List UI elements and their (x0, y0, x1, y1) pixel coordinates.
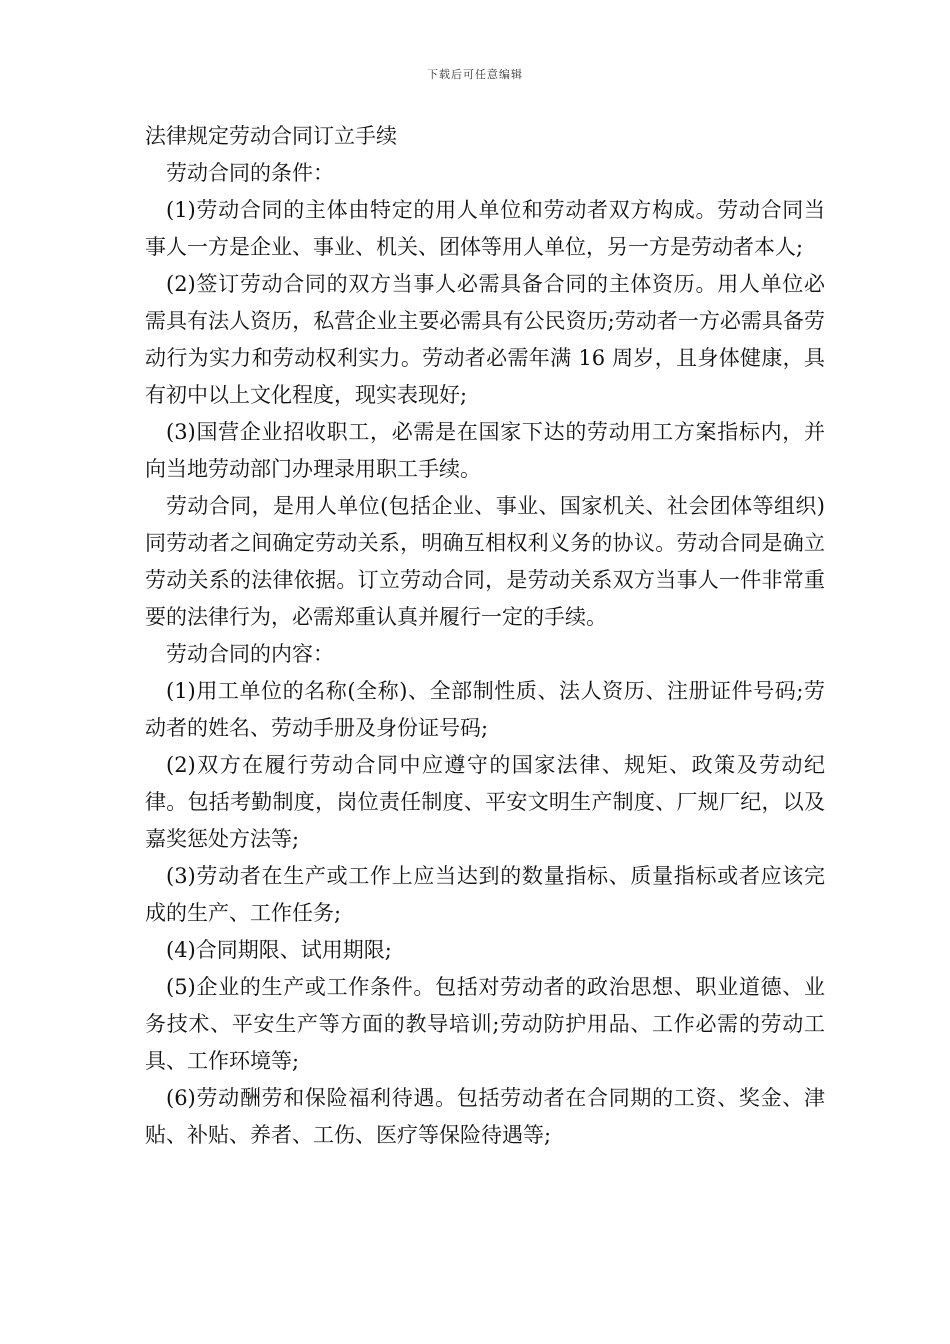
paragraph-definition: 劳动合同，是用人单位(包括企业、事业、国家机关、社会团体等组织)同劳动者之间确定劳动关系，明确互相权利义务的协议。劳动合同是确立劳动关系的法律依据。订立劳动合同，是劳动关系双方当事人一件非常重要的法律行为，必需郑重认真并履行一定的手续。 (145, 494, 825, 629)
paragraph-contents-heading: 劳动合同的内容： (166, 642, 334, 666)
paragraph-content-1: (1)用工单位的名称(全称)、全部制性质、法人资历、注册证件号码;劳动者的姓名、劳动手册及身份证号码; (145, 679, 825, 740)
paragraph-condition-2: (2)签订劳动合同的双方当事人必需具备合同的主体资历。用人单位必需具有法人资历，私营企业主要必需具有公民资历;劳动者一方必需具备劳动行为实力和劳动权利实力。劳动者必需年满 16 周岁，且身体健康，具有初中以上文化程度，现实表现好; (145, 272, 825, 407)
paragraph-content-5: (5)企业的生产或工作条件。包括对劳动者的政治思想、职业道德、业务技术、平安生产等方面的教导培训;劳动防护用品、工作必需的劳动工具、工作环境等; (145, 975, 825, 1073)
paragraph-condition-3: (3)国营企业招收职工，必需是在国家下达的劳动用工方案指标内，并向当地劳动部门办理录用职工手续。 (145, 420, 825, 481)
document-title: 法律规定劳动合同订立手续 (145, 124, 397, 148)
paragraph-content-2: (2)双方在履行劳动合同中应遵守的国家法律、规矩、政策及劳动纪律。包括考勤制度，岗位责任制度、平安文明生产制度、厂规厂纪，以及嘉奖惩处方法等; (145, 753, 825, 851)
paragraph-content-6: (6)劳动酬劳和保险福利待遇。包括劳动者在合同期的工资、奖金、津贴、补贴、养者、工伤、医疗等保险待遇等; (145, 1086, 825, 1147)
paragraph-content-4: (4)合同期限、试用期限; (166, 938, 392, 962)
page-header-note: 下载后可任意编辑 (427, 68, 523, 81)
paragraph-content-3: (3)劳动者在生产或工作上应当达到的数量指标、质量指标或者应该完成的生产、工作任务; (145, 864, 825, 925)
document-body (145, 118, 825, 1154)
paragraph-conditions-heading: 劳动合同的条件： (166, 161, 334, 185)
paragraph-condition-1: (1)劳动合同的主体由特定的用人单位和劳动者双方构成。劳动合同当事人一方是企业、事业、机关、团体等用人单位，另一方是劳动者本人; (145, 198, 825, 259)
